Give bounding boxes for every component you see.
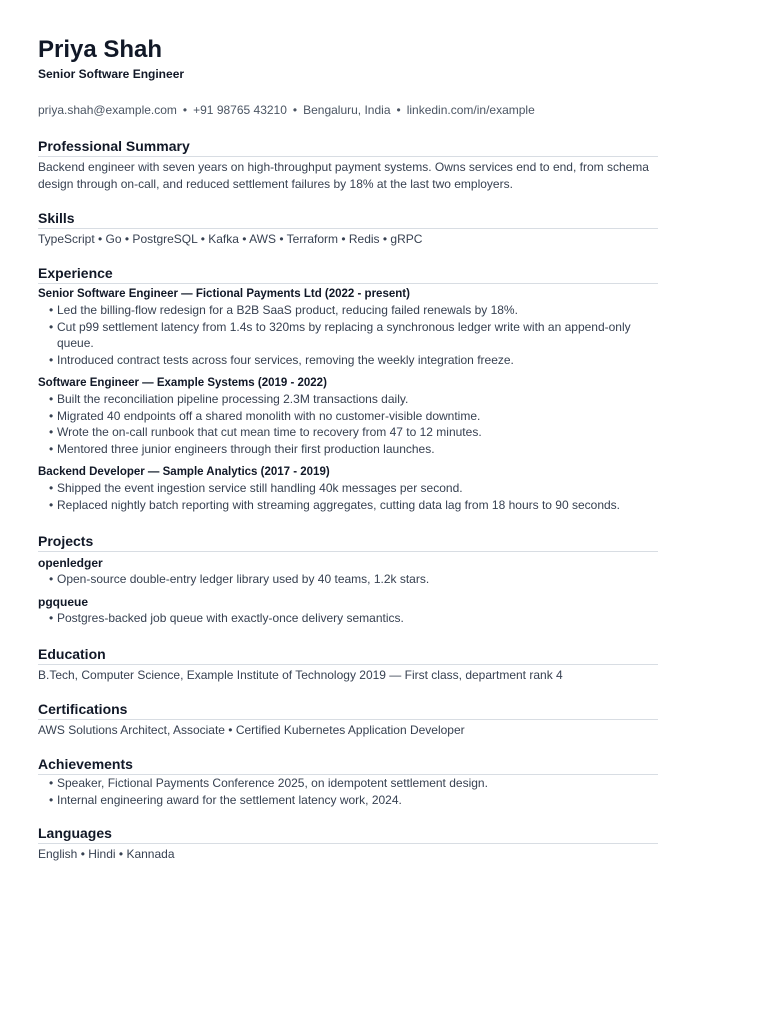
achievement-item: • Speaker, Fictional Payments Conference 2025, on idempotent settlement design.: [50, 775, 658, 792]
experience-role: [38, 375, 658, 457]
project-item: [38, 555, 658, 588]
certifications-section: [38, 701, 658, 739]
role-bullet: • Migrated 40 endpoints off a shared monolith with no customer-visible downtime.: [50, 408, 658, 425]
contact-line: [38, 103, 658, 118]
candidate-title: Senior Software Engineer: [38, 67, 185, 81]
summary-text: Backend engineer with seven years on high-throughput payment systems. Owns services end to end, from schema design through on-call, and reduced settlement failures by 18% at the last two employers.: [38, 160, 649, 191]
projects-section: [38, 533, 658, 626]
achievements-section: [38, 756, 658, 808]
role-header: Senior Software Engineer — Fictional Payments Ltd (2022 - present): [38, 288, 410, 300]
section-heading: Projects: [38, 533, 658, 552]
contact-location: Bengaluru, India: [303, 103, 391, 117]
languages-section: [38, 825, 658, 863]
education-text: B.Tech, Computer Science, Example Institute of Technology 2019 — First class, department rank 4: [38, 668, 563, 682]
section-heading: Achievements: [38, 756, 658, 775]
role-bullet: • Cut p99 settlement latency from 1.4s to 320ms by replacing a synchronous ledger write with an append-only queue.: [50, 319, 658, 352]
project-item: [38, 594, 658, 627]
summary-section: [38, 138, 658, 193]
role-header: Backend Developer — Sample Analytics (2017 - 2019): [38, 466, 330, 478]
contact-phone: +91 98765 43210: [193, 103, 287, 117]
contact-separator: •: [292, 103, 298, 117]
role-bullet: • Built the reconciliation pipeline processing 2.3M transactions daily.: [50, 391, 658, 408]
contact-separator: •: [182, 103, 188, 117]
project-description: • Postgres-backed job queue with exactly-once delivery semantics.: [50, 610, 658, 627]
contact-linkedin: linkedin.com/in/example: [406, 103, 535, 117]
role-bullet: • Wrote the on-call runbook that cut mean time to recovery from 47 to 12 minutes.: [50, 424, 658, 441]
achievement-bullets: [38, 775, 658, 808]
project-bullets: [38, 610, 658, 627]
experience-section: [38, 265, 658, 513]
section-heading: Certifications: [38, 701, 658, 720]
role-header: Software Engineer — Example Systems (2019 - 2022): [38, 377, 327, 389]
skills-section: [38, 210, 658, 248]
experience-role: [38, 286, 658, 368]
candidate-name: Priya Shah: [38, 36, 163, 63]
resume-header: [38, 36, 658, 118]
role-bullets: [38, 302, 658, 368]
role-bullets: [38, 391, 658, 457]
certifications-text: AWS Solutions Architect, Associate • Certified Kubernetes Application Developer: [38, 723, 465, 737]
project-name: pgqueue: [38, 594, 88, 609]
section-heading: Languages: [38, 825, 658, 844]
experience-role: [38, 464, 658, 513]
role-bullet: • Shipped the event ingestion service still handling 40k messages per second.: [50, 480, 658, 497]
languages-text: English • Hindi • Kannada: [38, 847, 175, 861]
role-bullet: • Replaced nightly batch reporting with streaming aggregates, cutting data lag from 18 hours to 90 seconds.: [50, 497, 658, 514]
section-heading: Skills: [38, 210, 658, 229]
project-name: openledger: [38, 556, 103, 570]
achievement-item: • Internal engineering award for the settlement latency work, 2024.: [50, 792, 658, 809]
section-heading: Professional Summary: [38, 138, 658, 157]
contact-email: priya.shah@example.com: [38, 103, 177, 117]
role-bullets: [38, 480, 658, 513]
contact-separator: •: [396, 103, 401, 117]
education-section: [38, 646, 658, 684]
role-bullet: • Introduced contract tests across four services, removing the weekly integration freeze.: [50, 352, 658, 369]
section-heading: Education: [38, 646, 658, 665]
project-bullets: [38, 571, 658, 588]
section-heading: Experience: [38, 265, 658, 284]
role-bullet: • Led the billing-flow redesign for a B2B SaaS product, reducing failed renewals by 18%.: [50, 302, 658, 319]
project-description: • Open-source double-entry ledger library used by 40 teams, 1.2k stars.: [50, 571, 658, 588]
skills-list: TypeScript • Go • PostgreSQL • Kafka • AWS • Terraform • Redis • gRPC: [38, 232, 423, 246]
role-bullet: • Mentored three junior engineers through their first production launches.: [50, 441, 658, 458]
